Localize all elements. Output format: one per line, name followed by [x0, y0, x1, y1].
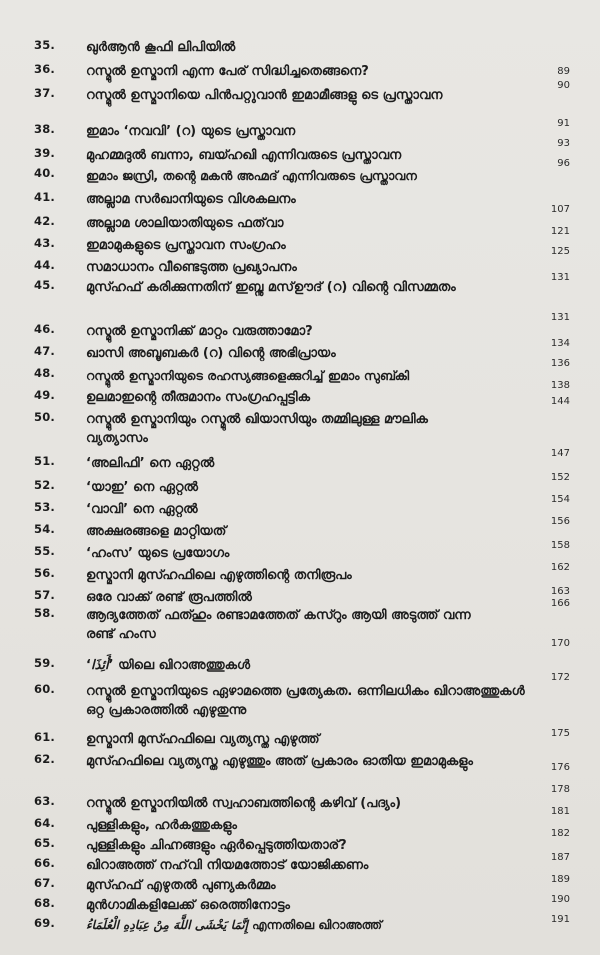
entry-page: 178	[550, 784, 570, 795]
entry-title: പുള്ളികളും ചിഹ്നങ്ങളും ഏർപ്പെടുത്തിയതാര്?	[86, 838, 347, 853]
entry-number: 61.	[34, 730, 55, 744]
entry-page: 138	[550, 380, 570, 391]
entry-page: 166	[550, 598, 570, 609]
entry-title: സമാധാനം വീണ്ടെടുത്ത പ്രഖ്യാപനം	[86, 260, 297, 275]
arabic-phrase: إِنَّمَا يَخْشَى اللَّهَ مِنْ عِبَادِهِ الْعُلَمَاءُ	[86, 918, 248, 932]
entry-title: ഉലമാഇന്റെ തീരുമാനം സംഗ്രഹപ്പട്ടിക	[86, 390, 311, 405]
entry-number: 64.	[34, 816, 55, 830]
entry-number: 44.	[34, 258, 55, 272]
entry-title: ഖിറാഅത്ത് നഹ്‌വി നിയമത്തോട് യോജിക്കണം	[86, 858, 369, 873]
arabic-word: أَئِذَا	[90, 658, 109, 673]
entry-page: 189	[550, 874, 570, 885]
entry-title: ഒരേ വാക്ക് രണ്ട് രൂപത്തിൽ	[86, 590, 252, 605]
entry-title: റസ്മുൽ ഉസ്മാനിയുടെ രഹസ്യങ്ങളെക്കുറിച്ച് ഇമാം സുബ്കി	[86, 368, 410, 383]
entry-number: 65.	[34, 836, 55, 850]
entry-number: 69.	[34, 916, 55, 930]
entry-number: 38.	[34, 122, 55, 136]
entry-number: 56.	[34, 566, 55, 580]
entry-title: ആദ്യത്തേത് ഫത്ഹും രണ്ടാമത്തേത് കസ്റും ആയി അടുത്ത് വന്ന രണ്ട് ഹംസ	[86, 608, 471, 642]
entry-page: 187	[550, 852, 570, 863]
entry-page: 190	[550, 894, 570, 905]
entry-title: ഉസ്മാനി മുസ്ഹഫിലെ എഴുത്തിന്റെ തനിരൂപം	[86, 568, 352, 583]
entry-page: 154	[550, 494, 570, 505]
entry-title: ‘അലിഫി’ നെ ഏറ്റൽ	[86, 456, 215, 471]
entry-number: 48.	[34, 366, 55, 380]
entry-number: 40.	[34, 166, 55, 180]
entry-number: 54.	[34, 522, 55, 536]
entry-page: 131	[550, 272, 570, 283]
entry-page: 181	[550, 806, 570, 817]
title-prefix: ‘	[86, 658, 91, 673]
entry-page: 121	[550, 226, 570, 237]
entry-number: 42.	[34, 214, 55, 228]
entry-number: 66.	[34, 856, 55, 870]
entry-page: 107	[550, 204, 570, 215]
entry-title: ഖാസി അബൂബകർ (റ) വിന്റെ അഭിപ്രായം	[86, 346, 336, 361]
entry-title: റസ്മുൽ ഉസ്മാനി എന്ന പേര് സിദ്ധിച്ചതെങ്ങനെ?	[86, 64, 369, 79]
entry-title: മുഹമ്മദുൽ ബന്നാ, ബയ്ഹഖി എന്നിവരുടെ പ്രസ്താവന	[86, 148, 402, 163]
entry-title: ‘വാവി’ നെ ഏറ്റൽ	[86, 502, 198, 517]
entry-page: 89	[557, 66, 570, 77]
entry-page: 162	[550, 562, 570, 573]
entry-number: 55.	[34, 544, 55, 558]
entry-number: 67.	[34, 876, 55, 890]
entry-title: റസ്മുൽ ഉസ്മാനിക്ക് മാറ്റം വരുത്താമോ?	[86, 324, 313, 339]
entry-page: 131	[550, 312, 570, 323]
entry-page: 91	[557, 118, 570, 129]
entry-page: 182	[550, 828, 570, 839]
entry-number: 52.	[34, 478, 55, 492]
entry-title: ഇമാമുകളുടെ പ്രസ്താവന സംഗ്രഹം	[86, 238, 286, 253]
entry-title: റസ്മുൽ ഉസ്മാനിയെ പിൻപറ്റുവാൻ ഇമാമീങ്ങളു ടെ പ്രസ്താവന	[86, 88, 443, 103]
entry-title: ഉസ്മാനി മുസ്ഹഫിലെ വ്യത്യസ്ത എഴുത്ത്	[86, 732, 320, 747]
entry-page: 136	[550, 358, 570, 369]
entry-page: 93	[557, 138, 570, 149]
entry-number: 51.	[34, 454, 55, 468]
entry-page: 90	[557, 80, 570, 91]
title-suffix: എന്നതിലെ ഖിറാഅത്ത്	[247, 918, 383, 932]
entry-title: റസ്മുൽ ഉസ്മാനിയുടെ ഏഴാമത്തെ പ്രത്യേകത. ഒന്നിലധികം ഖിറാഅത്തുകൾ ഒറ്റ പ്രകാരത്തിൽ എഴുതുന്നു	[86, 684, 525, 718]
entry-number: 49.	[34, 388, 55, 402]
entry-page: 144	[550, 396, 570, 407]
entry-page: 156	[550, 516, 570, 527]
entry-number: 57.	[34, 588, 55, 602]
entry-title: റസ്മുൽ ഉസ്മാനിയിൽ സ്വഹാബത്തിന്റെ കഴിവ് (പദ്യം)	[86, 796, 402, 811]
entry-title: ഖുർആൻ കൂഫി ലിപിയിൽ	[86, 40, 236, 55]
entry-number: 37.	[34, 86, 55, 100]
entry-title	[86, 656, 541, 675]
entry-number: 63.	[34, 794, 55, 808]
entry-number: 45.	[34, 278, 55, 292]
entry-title: റസ്മുൽ ഉസ്മാനിയും റസ്മുൽ ഖിയാസിയും തമ്മിലുള്ള മൗലിക വ്യത്യാസം	[86, 412, 428, 446]
entry-number: 46.	[34, 322, 55, 336]
entry-title: പുള്ളികളും, ഹർകത്തുകളും	[86, 818, 237, 833]
entry-number: 68.	[34, 896, 55, 910]
entry-number: 47.	[34, 344, 55, 358]
entry-number: 53.	[34, 500, 55, 514]
entry-page: 158	[550, 540, 570, 551]
entry-page: 172	[550, 672, 570, 683]
entry-title: ഇമാം ‘നവവി’ (റ) യുടെ പ്രസ്താവന	[86, 124, 296, 139]
entry-page: 175	[550, 728, 570, 739]
entry-page: 163	[550, 586, 570, 597]
entry-title: അല്ലാമ ശാലിയാതിയുടെ ഫത്‌വാ	[86, 216, 284, 231]
entry-page: 152	[550, 472, 570, 483]
entry-number: 62.	[34, 752, 55, 766]
entry-title	[86, 916, 541, 935]
entry-number: 58.	[34, 606, 55, 620]
entry-title: മുസ്ഹഫിലെ വ്യത്യസ്ത എഴുത്തും അത് പ്രകാരം ഓതിയ ഇമാമുകളും	[86, 754, 473, 769]
entry-number: 39.	[34, 146, 55, 160]
entry-page: 176	[550, 762, 570, 773]
entry-number: 59.	[34, 656, 55, 670]
entry-page: 134	[550, 338, 570, 349]
entry-number: 41.	[34, 190, 55, 204]
entry-page: 191	[550, 914, 570, 925]
entry-title: അക്ഷരങ്ങളെ മാറ്റിയത്	[86, 524, 227, 539]
entry-page: 170	[550, 638, 570, 649]
entry-title: ഇമാം ജസ്രി, തന്റെ മകൻ അഹ്മദ് എന്നിവരുടെ പ്രസ്താവന	[86, 168, 417, 183]
title-suffix: ’ യിലെ ഖിറാഅത്തുകൾ	[108, 658, 251, 673]
entry-number: 60.	[34, 682, 55, 696]
entry-title: മുസ്ഹഫ് കരിക്കുന്നതിന് ഇബ്നു മസ്ഊദ് (റ) വിന്റെ വിസമ്മതം	[86, 280, 456, 295]
entry-number: 35.	[34, 38, 55, 52]
entry-number: 50.	[34, 410, 55, 424]
entry-title: ‘യാഇ’ നെ ഏറ്റൽ	[86, 480, 199, 495]
entry-page: 96	[557, 158, 570, 169]
entry-number: 36.	[34, 62, 55, 76]
entry-title: ‘ഹംസ’ യുടെ പ്രയോഗം	[86, 546, 230, 561]
entry-title: അല്ലാമ സർഖാനിയുടെ വിശകലനം	[86, 192, 296, 207]
entry-page: 147	[550, 448, 570, 459]
entry-title: മുസ്ഹഫ് എഴുതൽ പുണ്യകർമ്മം	[86, 878, 276, 893]
entry-number: 43.	[34, 236, 55, 250]
entry-page: 125	[550, 246, 570, 257]
entry-title: മുൻഗാമികളിലേക്ക് ഒരെത്തിനോട്ടം	[86, 898, 290, 913]
